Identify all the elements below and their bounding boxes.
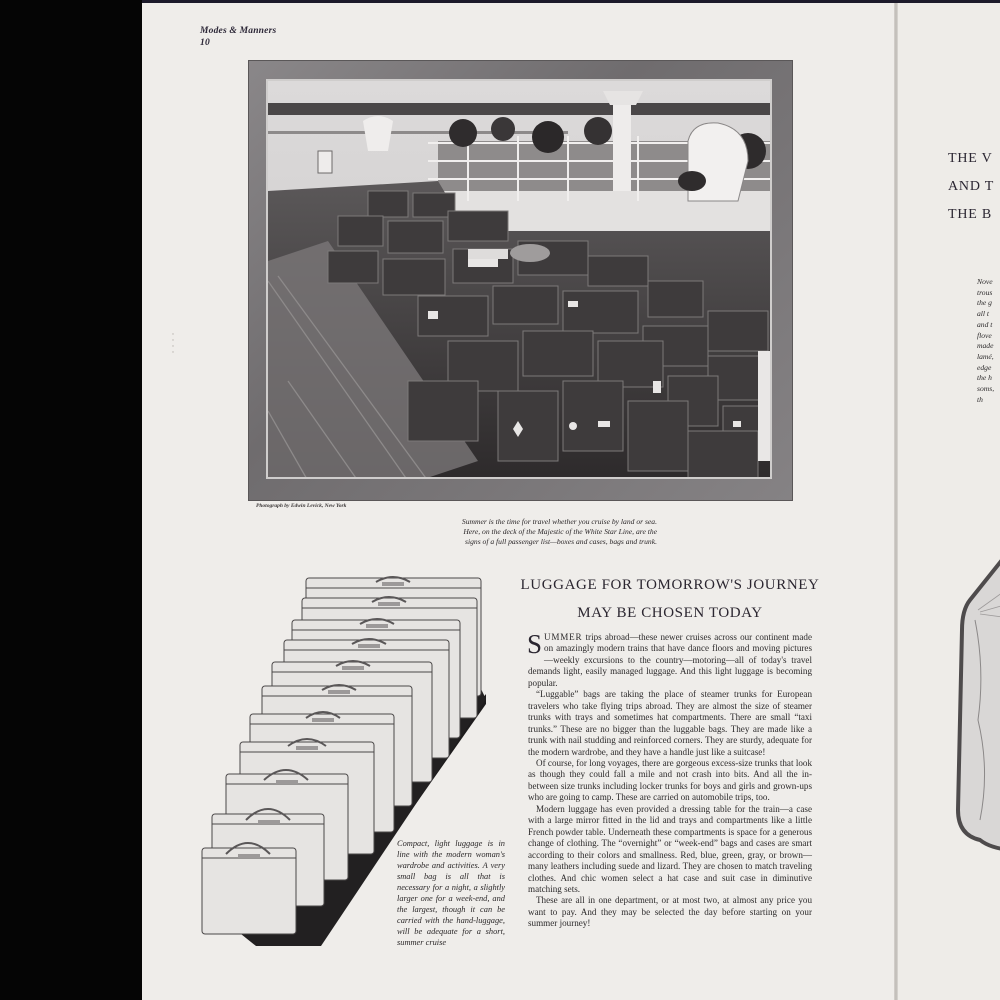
caption-line: signs of a full passenger list—boxes and cases, bags and trunk.	[465, 537, 657, 546]
article-headline	[490, 571, 850, 627]
article-paragraph: These are all in one department, or at most two, at almost any price you want to pay. And they may be selected the day before starting on your summer journey!	[528, 895, 812, 929]
article-paragraph: Modern luggage has even provided a dressing table for the train—a case with a large mirror fitted in the lid and trays and compartments like a little French powder table. Underneath these compartments is space for a generous change of clothing. The “overnight” or “week-end” bags and cases are smart according to their colors and smallness. Red, blue, green, gray, or brown—many leathers including suede and lizard. They are chosen to match traveling clothes. And chic women select a hat case and suit case in diminutive matching sets.	[528, 803, 812, 894]
scan-black-margin	[0, 0, 142, 1000]
running-head	[200, 25, 276, 49]
headline-line: THE V	[948, 151, 993, 166]
caption-line: Summer is the time for travel whether you cruise by land or sea.	[461, 517, 657, 526]
photo-caption	[395, 517, 657, 547]
fashion-illustration-fragment	[950, 550, 1000, 860]
page-number: 10	[200, 38, 210, 48]
drop-cap: S	[527, 629, 543, 659]
headline-line-2: MAY BE CHOSEN TODAY	[577, 605, 763, 621]
luggage-deck-image	[268, 81, 772, 479]
article-paragraph: Of course, for long voyages, there are gorgeous excess-size trunks that look as though they could fall a mile and not crash into bits. And all the in-between size trunks including locker trunks for boys and girls and grown-ups who are going to camp. These are carried on automobile trips, too.	[528, 757, 812, 803]
headline-line-1: LUGGAGE FOR TOMORROW'S JOURNEY	[520, 577, 820, 593]
article-paragraph: SUMMER trips abroad—these newer cruises across our continent made on amazingly modern trains that have dance floors and moving pictures—weekly excursions to the country—motoring—all of today's travel demands light, easily managed luggage. And this light luggage is becoming popular.	[527, 629, 812, 688]
article-body	[527, 629, 812, 930]
ship-deck-photo	[266, 79, 772, 479]
luggage-caption: Compact, light luggage is in line with the modern woman's wardrobe and activities. A very small bag is all that is necessary for a night, a slightly larger one for a week-end, and the largest, though it can be carried with the hand-luggage, will be adequate for a short, summer cruise	[397, 839, 505, 948]
caption-line: Here, on the deck of the Majestic of the White Star Line, are the	[463, 527, 657, 536]
publication-title: Modes & Manners	[200, 26, 277, 36]
lead-smallcaps: UMMER	[544, 632, 583, 642]
article-paragraph: “Luggable” bags are taking the place of steamer trunks for European travelers who take flying trips abroad. They are almost the size of steamer trunks with trays and sometimes hat compartments. There are small “taxi trunks.” These are no bigger than the luggable bags. They are made like a trunk with nail studding and reinforced corners. They are sturdy, adequate for the modern wardrobe, and they have a handle just like a suitcase!	[528, 689, 812, 757]
binding-marks	[170, 330, 176, 360]
headline-line: AND T	[948, 179, 995, 194]
right-page-headline	[948, 145, 994, 229]
photo-credit: Photograph by Edwin Levick, New York	[256, 503, 347, 509]
right-page-text: Nove trous the g all t and t flove made lamé, edge the h soms, th	[977, 277, 995, 404]
headline-line: THE B	[948, 207, 993, 222]
